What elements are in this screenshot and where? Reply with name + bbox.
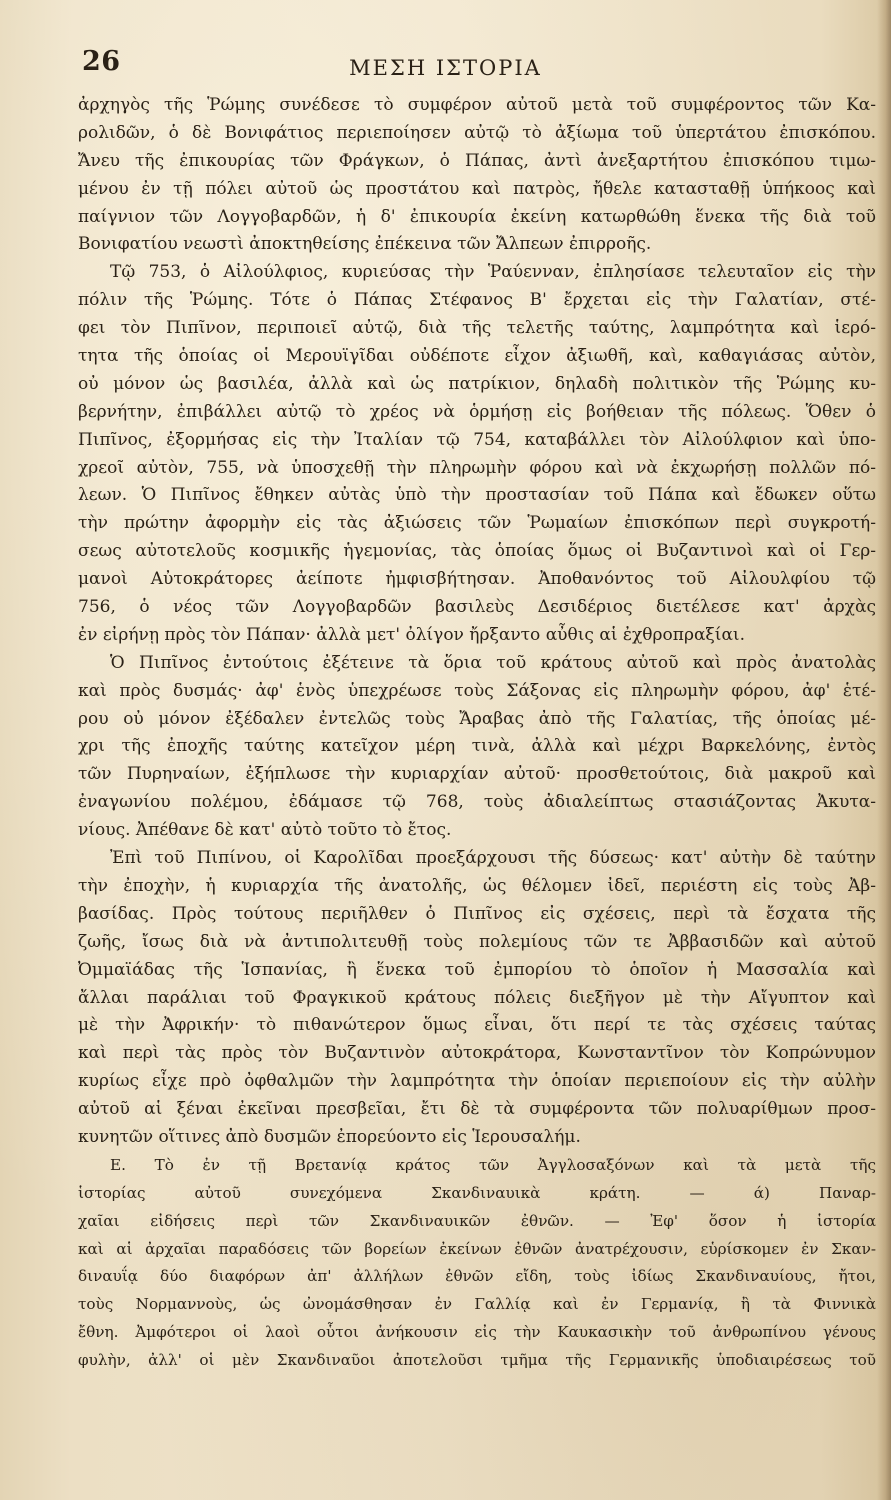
page-number: 26 xyxy=(82,46,121,77)
section-heading-line: Ε. Τὸ ἐν τῇ Βρετανίᾳ κράτος τῶν Ἀγγλοσαξόνων καὶ τὰ μετὰ τῆς xyxy=(110,1155,876,1174)
text-line: ζωῆς, ἴσως διὰ νὰ ἀντιπολιτευθῇ τοὺς πολεμίους τῶν τε Ἀββασιδῶν καὶ αὐτοῦ xyxy=(78,931,876,952)
text-line: ἄλλαι παράλιαι τοῦ Φραγκικοῦ κράτους πόλεις διεξῆγον μὲ τὴν Αἴγυπτον καὶ xyxy=(78,987,876,1008)
text-line: τὴν πρώτην ἀφορμὴν εἰς τὰς ἀξιώσεις τῶν Ῥωμαίων ἐπισκόπων περὶ συγκροτή- xyxy=(78,513,876,534)
text-line: Ἄνευ τῆς ἐπικουρίας τῶν Φράγκων, ὁ Πάπας, ἀντὶ ἀνεξαρτήτου ἐπισκόπου τιμω- xyxy=(78,150,876,171)
text-line: χρι τῆς ἐποχῆς ταύτης κατεῖχον μέρη τινὰ, ἀλλὰ καὶ μέχρι Βαρκελόνης, ἐντὸς xyxy=(78,736,876,757)
running-title: ΜΕΣΗ ΙΣΤΟΡΙΑ xyxy=(349,56,542,80)
text-line: διναυΐᾳ δύο διαφόρων ἀπ' ἀλλήλων ἐθνῶν εἴδη, τοὺς ἰδίως Σκανδιναυίους, ἤτοι, xyxy=(78,1267,876,1286)
text-line: παίγνιον τῶν Λογγοβαρδῶν, ἡ δ' ἐπικουρία ἐκείνη κατωρθώθη ἕνεκα τῆς διὰ τοῦ xyxy=(78,206,876,227)
text-line: ρολιδῶν, ὁ δὲ Βονιφάτιος περιεποίησεν αὐτῷ τὸ ἀξίωμα τοῦ ὑπερτάτου ἐπισκόπου. xyxy=(78,122,876,143)
text-line: καὶ πρὸς δυσμάς· ἀφ' ἑνὸς ὑπεχρέωσε τοὺς Σάξονας εἰς πληρωμὴν φόρου, ἀφ' ἑτέ- xyxy=(78,680,876,701)
text-line: φει τὸν Πιπῖνον, περιποιεῖ αὐτῷ, διὰ τῆς τελετῆς ταύτης, λαμπρότητα καὶ ἱερό- xyxy=(78,318,876,339)
text-line: καὶ περὶ τὰς πρὸς τὸν Βυζαντινὸν αὐτοκράτορα, Κωνσταντῖνον τὸν Κοπρώνυμον xyxy=(78,1043,876,1064)
text-line: τῶν Πυρηναίων, ἐξήπλωσε τὴν κυριαρχίαν αὐτοῦ· προσθετούτοις, διὰ μακροῦ καὶ xyxy=(78,764,876,785)
text-line: Βονιφατίου νεωστὶ ἀποκτηθείσης ἐπέκεινα τῶν Ἄλπεων ἐπιρροῆς. xyxy=(78,234,652,255)
text-line: κυρίως εἶχε πρὸ ὀφθαλμῶν τὴν λαμπρότητα τὴν ὁποίαν περιεποίουν εἰς τὴν αὐλὴν xyxy=(78,1071,876,1092)
paragraph-start-line: Ἐπὶ τοῦ Πιπίνου, οἱ Καρολῖδαι προεξάρχουσι τῆς δύσεως· κατ' αὐτὴν δὲ ταύτην xyxy=(110,848,876,869)
text-line: σεως αὐτοτελοῦς κοσμικῆς ἡγεμονίας, τὰς ὁποίας ὅμως οἱ Βυζαντινοὶ καὶ οἱ Γερ- xyxy=(78,541,876,562)
text-line: κυνητῶν οἵτινες ἀπὸ δυσμῶν ἐπορεύοντο εἰς Ἱερουσαλήμ. xyxy=(78,1126,581,1147)
text-line: τοὺς Νορμαννοὺς, ὡς ὠνομάσθησαν ἐν Γαλλίᾳ καὶ ἐν Γερμανίᾳ, ἢ τὰ Φιννικὰ xyxy=(78,1295,876,1314)
section-heading-line: ἱστορίας αὐτοῦ συνεχόμενα Σκανδιναυικὰ κράτη. — ά) Παναρ- xyxy=(78,1183,876,1202)
paragraph-start-line: Τῷ 753, ὁ Αἰλούλφιος, κυριεύσας τὴν Ῥαύενναν, ἐπλησίασε τελευταῖον εἰς τὴν xyxy=(110,262,876,283)
text-line: ἔθνη. Ἀμφότεροι οἱ λαοὶ οὗτοι ἀνήκουσιν εἰς τὴν Καυκασικὴν τοῦ ἀνθρωπίνου γένους xyxy=(78,1323,876,1342)
text-line: βερνήτην, ἐπιβάλλει αὐτῷ τὸ χρέος νὰ ὁρμήσῃ εἰς βοήθειαν τῆς πόλεως. Ὅθεν ὁ xyxy=(78,401,876,422)
page-edge-shadow xyxy=(877,0,891,1500)
text-line: ἀρχηγὸς τῆς Ῥώμης συνέδεσε τὸ συμφέρον αὐτοῦ μετὰ τοῦ συμφέροντος τῶν Κα- xyxy=(78,95,876,115)
text-line: οὐ μόνον ὡς βασιλέα, ἀλλὰ καὶ ὡς πατρίκιον, δηλαδὴ πολιτικὸν τῆς Ῥώμης κυ- xyxy=(78,373,876,394)
text-line: λεων. Ὁ Πιπῖνος ἔθηκεν αὐτὰς ὑπὸ τὴν προστασίαν τοῦ Πάπα καὶ ἔδωκεν οὕτω xyxy=(78,485,876,506)
text-line: βασίδας. Πρὸς τούτους περιῆλθεν ὁ Πιπῖνος εἰς σχέσεις, περὶ τὰ ἔσχατα τῆς xyxy=(78,903,876,924)
text-line: νίους. Ἀπέθανε δὲ κατ' αὐτὸ τοῦτο τὸ ἔτος. xyxy=(78,820,452,841)
page-header xyxy=(0,40,891,90)
text-line: μένου ἐν τῇ πόλει αὐτοῦ ὡς προστάτου καὶ πατρὸς, ἤθελε κατασταθῇ ὑπήκοος καὶ xyxy=(78,178,876,199)
text-line: ρου οὐ μόνον ἐξέδαλεν ἐντελῶς τοὺς Ἄραβας ἀπὸ τῆς Γαλατίας, τῆς ὁποίας μέ- xyxy=(78,708,876,729)
text-line: φυλὴν, ἀλλ' οἱ μὲν Σκανδιναῦοι ἀποτελοῦσι τμῆμα τῆς Γερμανικῆς ὑποδιαιρέσεως τοῦ xyxy=(78,1351,876,1370)
text-line: 756, ὁ νέος τῶν Λογγοβαρδῶν βασιλεὺς Δεσιδέριος διετέλεσε κατ' ἀρχὰς xyxy=(78,597,876,618)
body-text xyxy=(78,92,876,1375)
section-heading-line: χαῖαι εἰδήσεις περὶ τῶν Σκανδιναυικῶν ἐθνῶν. — Ἐφ' ὅσον ἡ ἱστορία xyxy=(78,1211,876,1230)
text-line: χρεοῖ αὐτὸν, 755, νὰ ὑποσχεθῇ τὴν πληρωμὴν φόρου καὶ νὰ ἐκχωρήσῃ πολλῶν πό- xyxy=(78,457,876,478)
paragraph-start-line: Ὁ Πιπῖνος ἐντούτοις ἐξέτεινε τὰ ὅρια τοῦ κράτους αὐτοῦ καὶ πρὸς ἀνατολὰς xyxy=(110,652,876,673)
text-line: Ὀμμαϊάδας τῆς Ἱσπανίας, ἢ ἕνεκα τοῦ ἐμπορίου τὸ ὁποῖον ἡ Μασσαλία καὶ xyxy=(78,959,876,980)
text-line: αὐτοῦ αἱ ξέναι ἐκεῖναι πρεσβεῖαι, ἔτι δὲ τὰ συμφέροντα τῶν πολυαρίθμων προσ- xyxy=(78,1099,876,1120)
text-line: τὴν ἐποχὴν, ἡ κυριαρχία τῆς ἀνατολῆς, ὡς θέλομεν ἰδεῖ, περιέστη εἰς τοὺς Ἀβ- xyxy=(78,875,876,896)
text-line: μανοὶ Αὐτοκράτορες ἀείποτε ἠμφισβήτησαν. Ἀποθανόντος τοῦ Αἰλουλφίου τῷ xyxy=(78,569,876,590)
text-line: μὲ τὴν Ἀφρικήν· τὸ πιθανώτερον ὅμως εἶναι, ὅτι περί τε τὰς σχέσεις ταύτας xyxy=(78,1015,876,1036)
text-line: ἐν εἰρήνῃ πρὸς τὸν Πάπαν· ἀλλὰ μετ' ὀλίγον ἤρξαντο αὖθις αἱ ἐχθροπραξίαι. xyxy=(78,624,746,645)
text-line: καὶ αἱ ἀρχαῖαι παραδόσεις τῶν βορείων ἐκείνων ἐθνῶν ἀνατρέχουσιν, εὑρίσκομεν ἐν Σκαν- xyxy=(78,1239,876,1258)
text-line: ἐναγωνίου πολέμου, ἐδάμασε τῷ 768, τοὺς ἀδιαλείπτως στασιάζοντας Ἀκυτα- xyxy=(78,792,876,813)
text-line: Πιπῖνος, ἐξορμήσας εἰς τὴν Ἰταλίαν τῷ 754, καταβάλλει τὸν Αἰλούλφιον καὶ ὑπο- xyxy=(78,429,876,450)
text-line: πόλιν τῆς Ῥώμης. Τότε ὁ Πάπας Στέφανος Β' ἔρχεται εἰς τὴν Γαλατίαν, στέ- xyxy=(78,290,876,311)
text-line: τητα τῆς ὁποίας οἱ Μερουϊγῖδαι οὐδέποτε εἶχον ἀξιωθῆ, καὶ, καθαγιάσας αὐτὸν, xyxy=(78,346,876,367)
